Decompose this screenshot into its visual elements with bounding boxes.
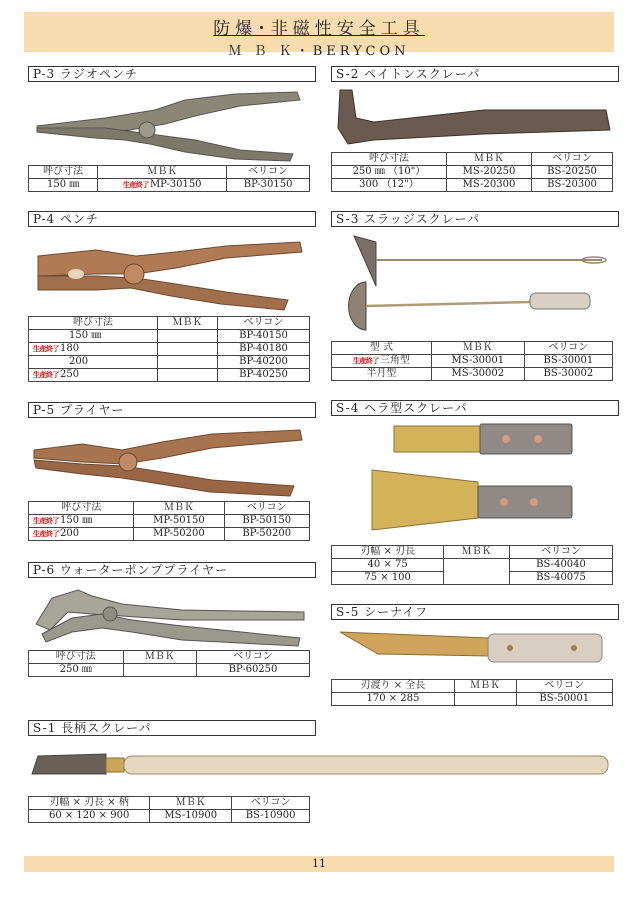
section-title-p3: P-3 ラジオペンチ bbox=[28, 66, 316, 82]
section-title-s1: S-1 長柄スクレーパ bbox=[28, 720, 316, 736]
section-title-p6: P-6 ウォーターポンププライヤー bbox=[28, 562, 316, 578]
table-row: 60 × 120 × 900 MS-10900 BS-10900 bbox=[29, 810, 310, 823]
water-pump-pliers-image bbox=[32, 584, 308, 648]
discontinued-badge: 生産終了 bbox=[122, 180, 149, 189]
spec-table-s2: 呼び寸法 ＭＢＫ ベリコン 250 ㎜ （10"） MS-20250 BS-20250 300 （12"） MS-20300 BS-20300 bbox=[331, 152, 613, 192]
section-title-s5: S-5 シーナイフ bbox=[331, 604, 619, 620]
table-row: 40 × 75 BS-40040 bbox=[332, 559, 613, 572]
table-row: 生産終了三角型 MS-30001 BS-30001 bbox=[332, 355, 613, 368]
page-number: 11 bbox=[24, 856, 614, 872]
table-row: 生産終了200 MP-50200 BP-50200 bbox=[29, 528, 310, 541]
sludge-scraper-image bbox=[340, 234, 612, 336]
table-row: 生産終了250 BP-40250 bbox=[29, 369, 310, 382]
section-title-s4: S-4 ヘラ型スクレーパ bbox=[331, 400, 619, 416]
section-title-p4: P-4 ペンチ bbox=[28, 211, 316, 227]
radio-pliers-image bbox=[35, 88, 305, 163]
table-row: 150 ㎜ 生産終了MP-30150 BP-30150 bbox=[29, 179, 310, 192]
slip-joint-pliers-image bbox=[32, 424, 304, 500]
table-row: 170 × 285 BS-50001 bbox=[332, 693, 613, 706]
table-row: 300 （12"） MS-20300 BS-20300 bbox=[332, 179, 613, 192]
spec-table-p4: 呼び寸法 ＭＢＫ ベリコン 150 ㎜ BP-40150 生産終了180 BP-40180 200 BP-40200 生産終了250 BP-40250 bbox=[28, 316, 310, 382]
spec-table-p3: 呼び寸法 ＭＢＫ ベリコン 150 ㎜ 生産終了MP-30150 BP-30150 bbox=[28, 165, 310, 192]
table-row: 生産終了180 BP-40180 bbox=[29, 343, 310, 356]
spec-table-s5: 刃渡り × 全長 ＭＢＫ ベリコン 170 × 285 BS-50001 bbox=[331, 679, 613, 706]
spec-table-p5: 呼び寸法 ＭＢＫ ベリコン 生産終了150 ㎜ MP-50150 BP-50150 生産終了200 MP-50200 BP-50200 bbox=[28, 501, 310, 541]
spec-table-s1: 刃幅 × 刃長 × 柄 ＭＢＫ ベリコン 60 × 120 × 900 MS-10900 BS-10900 bbox=[28, 796, 310, 823]
combination-pliers-image bbox=[36, 234, 304, 314]
spec-table-s4: 刃幅 × 刃長 ＭＢＫ ベリコン 40 × 75 BS-40040 75 × 100 BS-40075 bbox=[331, 545, 613, 585]
page-header bbox=[24, 12, 614, 59]
page-title: 防爆･非磁性安全工具 bbox=[213, 19, 425, 39]
table-row: 250 ㎜ （10"） MS-20250 BS-20250 bbox=[332, 166, 613, 179]
section-title-p5: P-5 プライヤー bbox=[28, 402, 316, 418]
sea-knife-image bbox=[338, 626, 608, 672]
table-row: 75 × 100 BS-40075 bbox=[332, 572, 613, 585]
table-row: 250 ㎜ BP-60250 bbox=[29, 664, 310, 677]
table-row: 150 ㎜ BP-40150 bbox=[29, 330, 310, 343]
long-handle-scraper-image bbox=[30, 748, 612, 782]
payton-scraper-image bbox=[334, 88, 612, 150]
table-row: 半月型 MS-30002 BS-30002 bbox=[332, 368, 613, 381]
page-subtitle: Ｍ Ｂ Ｋ・BERYCON bbox=[228, 44, 410, 59]
table-row: 200 BP-40200 bbox=[29, 356, 310, 369]
spec-table-p6: 呼び寸法 ＭＢＫ ベリコン 250 ㎜ BP-60250 bbox=[28, 650, 310, 677]
table-row: 生産終了150 ㎜ MP-50150 BP-50150 bbox=[29, 515, 310, 528]
spatula-scraper-image bbox=[368, 422, 578, 534]
section-title-s3: S-3 スラッジスクレーパ bbox=[331, 211, 619, 227]
spec-table-s3: 型 式 ＭＢＫ ベリコン 生産終了三角型 MS-30001 BS-30001 半月型 MS-30002 BS-30002 bbox=[331, 341, 613, 381]
section-title-s2: S-2 ペイトンスクレーパ bbox=[331, 66, 619, 82]
